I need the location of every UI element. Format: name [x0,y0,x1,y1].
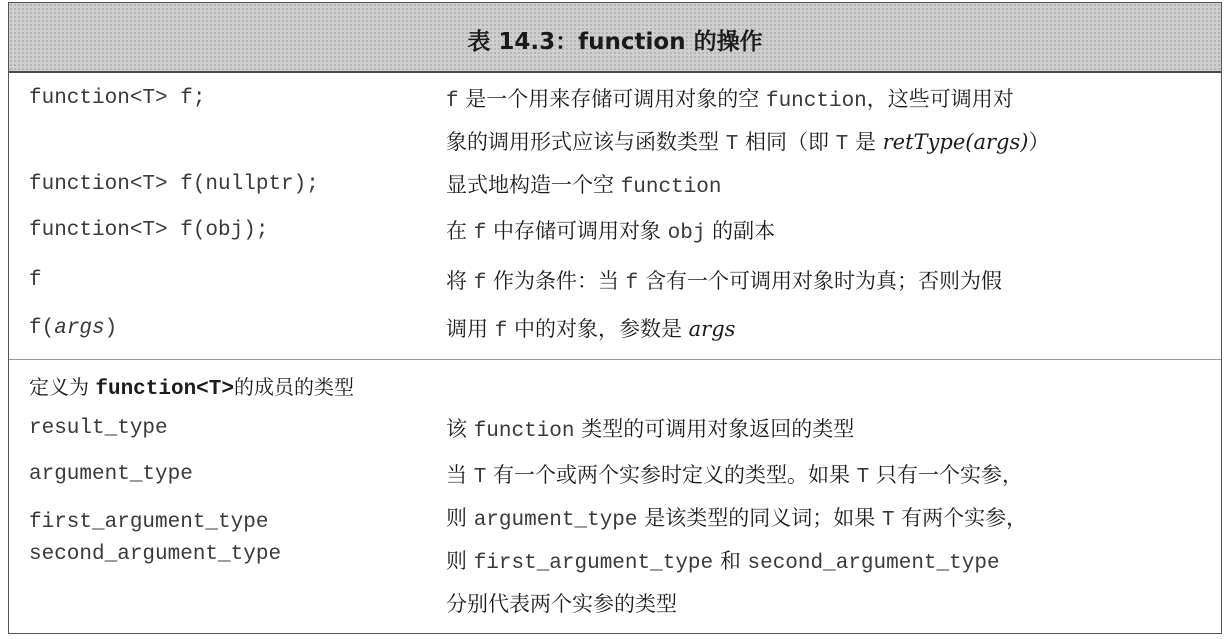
code-term: T [881,509,895,532]
desc-line [446,211,1207,254]
section-heading [29,371,354,401]
code-term: first_argument_type [473,552,714,575]
italic-term: args [54,317,105,340]
member-name: result_type [29,417,168,440]
code-cell: function<T> f(obj); [29,219,269,242]
code-term: f [473,272,487,295]
desc-line [446,122,1207,165]
text-run: 象的调用形式应该与函数类型 [446,130,726,154]
desc-line [446,261,1207,304]
text-run: 有一个或两个实参时定义的类型。如果 [486,463,857,487]
desc-line [446,165,1207,208]
text-run: 当 [446,463,474,487]
code-term: T [856,466,870,489]
text-run: 含有一个可调用对象时为真；否则为假 [638,269,1002,293]
code-term: f( [29,317,55,340]
code-term: f [494,320,508,343]
text-run: 则 [446,506,474,530]
function-operations-table [8,2,1222,634]
text-run: 分别代表两个实参的类型 [446,592,677,616]
table-title: 表 14.3：function 的操作 [467,29,763,55]
text-run: 类型的可调用对象返回的类型 [574,417,855,441]
section-divider [9,359,1221,360]
desc-cell [446,79,1207,165]
desc-line [446,498,1207,541]
text-run: 是该类型的同义词；如果 [637,506,882,530]
code-term: f [625,272,639,295]
text-run: 和 [713,549,748,573]
code-term: f [446,90,459,113]
code-cell: function<T> f(nullptr); [29,173,319,196]
code-cell: function<T> f; [29,87,206,110]
desc-line [446,79,1207,122]
section-code: function<T> [95,378,234,401]
desc-cell [446,261,1207,304]
text-run: 在 [446,219,474,243]
text-run: 作为条件：当 [486,269,626,293]
code-cell [29,317,117,340]
member-name: argument_type [29,463,193,486]
code-term: f [473,222,487,245]
member-name: first_argument_type [29,511,269,534]
desc-line [446,309,1207,352]
code-cell: f [29,269,42,292]
desc-cell [446,309,1207,352]
code-term: second_argument_type [747,552,1000,575]
section-suffix: 的成员的类型 [233,375,354,399]
code-term: obj [667,222,706,245]
text-run: 将 [446,269,474,293]
text-run: 是 [848,130,883,154]
text-run: 是一个用来存储可调用对象的空 [458,87,766,111]
code-term: argument_type [473,509,638,532]
text-run: 中存储可调用对象 [486,219,668,243]
text-run: 中的对象，参数是 [507,317,689,341]
text-run: 显式地构造一个空 [446,173,621,197]
code-term: function [620,176,722,199]
text-run: ，这些可调用对 [866,87,1014,111]
text-run: 则 [446,549,474,573]
desc-line [446,455,1207,498]
desc-line [446,584,1207,624]
desc-line [446,409,1207,452]
code-term: function [473,420,575,443]
code-term: ) [104,317,118,340]
text-run: 有两个实参， [894,506,1028,530]
text-run: 相同（即 [738,130,836,154]
member-name: second_argument_type [29,543,282,566]
code-term: T [473,466,487,489]
code-term: T [725,133,739,156]
text-run: 调用 [446,317,495,341]
desc-cell [446,211,1207,254]
code-term: function [765,90,867,113]
desc-cell [446,455,1207,624]
text-run: 该 [446,417,474,441]
text-run: 的副本 [705,219,776,243]
text-run: ） [1028,130,1050,154]
text-run: 只有一个实参， [869,463,1023,487]
desc-cell [446,409,1207,452]
desc-line [446,541,1207,584]
code-term: T [835,133,849,156]
section-prefix: 定义为 [29,375,96,399]
table-header [9,3,1221,73]
italic-term: args [688,317,736,341]
desc-cell [446,165,1207,208]
italic-term: retType(args) [882,130,1029,154]
